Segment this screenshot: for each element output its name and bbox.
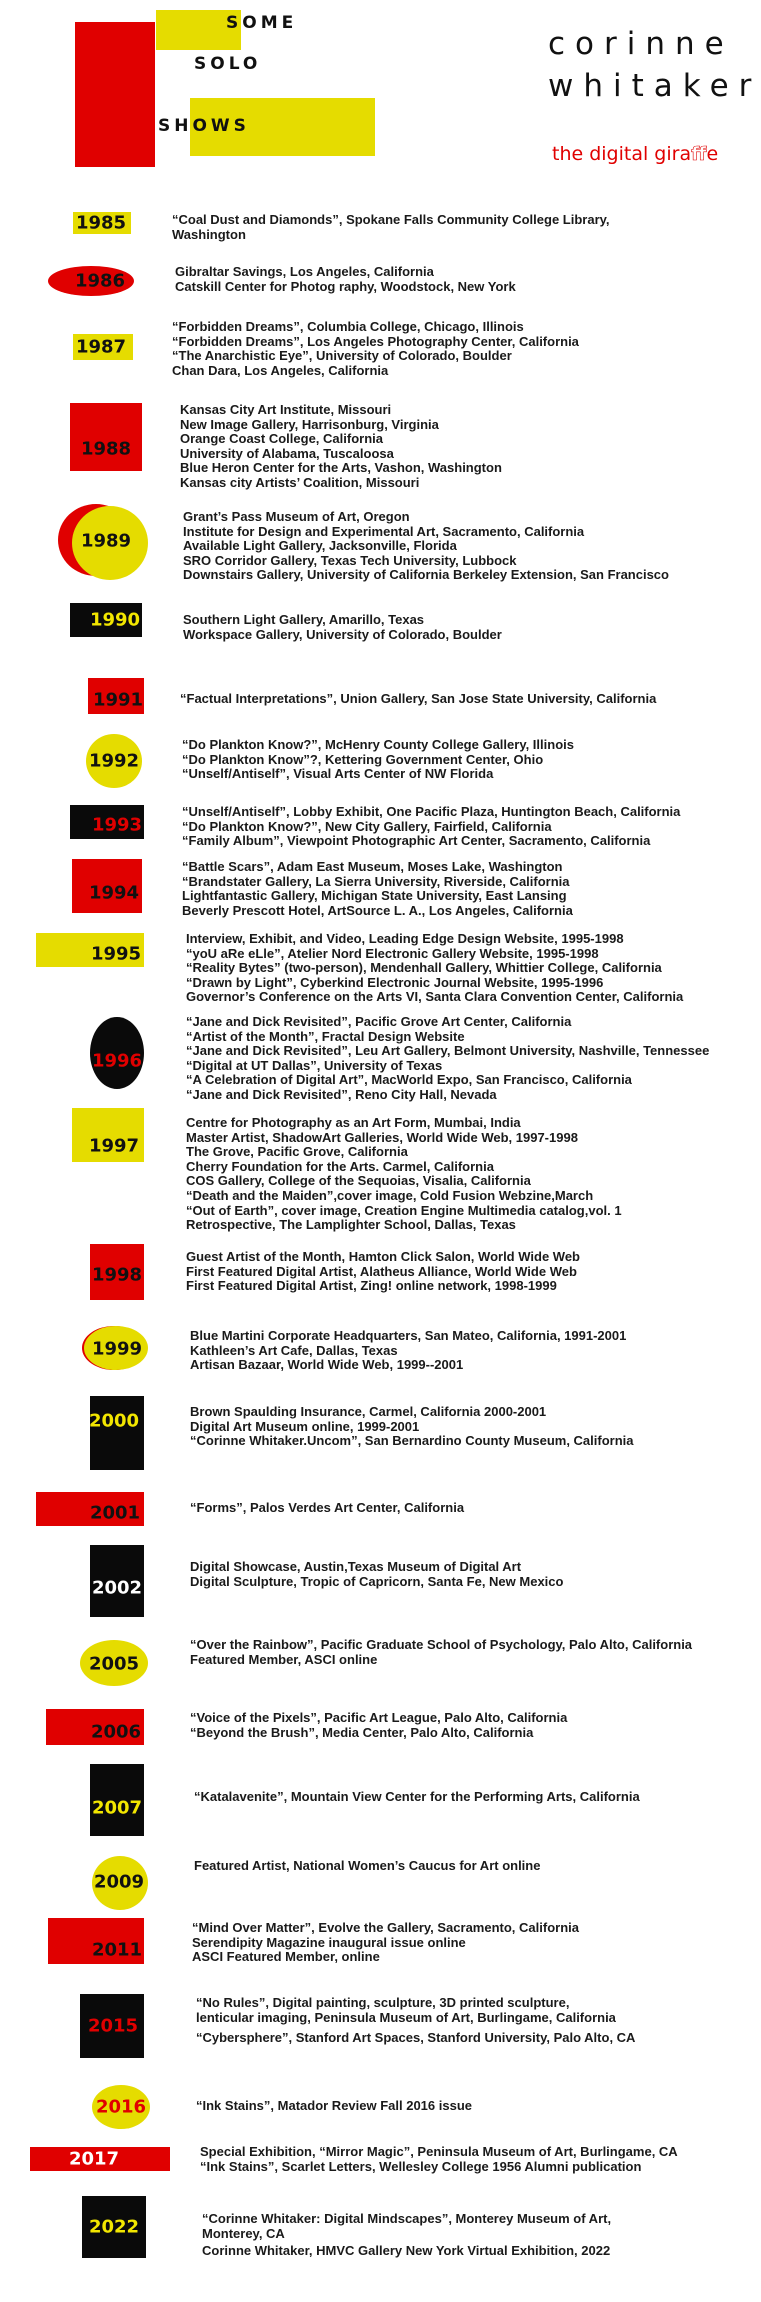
header-solo-text: SOLO xyxy=(194,54,262,74)
exhibit-item: “Forbidden Dreams”, Columbia College, Chicago, Illinois xyxy=(172,319,524,334)
exhibit-list-2005 xyxy=(190,1638,692,1667)
exhibit-item: ASCI Featured Member, online xyxy=(192,1949,380,1965)
year-label: 2000 xyxy=(88,1410,140,1432)
exhibit-item: “yoU aRe eLle”, Atelier Nord Electronic Gallery Website, 1995-1998 xyxy=(186,945,599,961)
year-label: 2015 xyxy=(87,2015,139,2037)
exhibit-list-2009 xyxy=(194,1859,540,1874)
exhibit-item: Blue Heron Center for the Arts, Vashon, Washington xyxy=(180,460,502,476)
exhibit-item: Featured Member, ASCI online xyxy=(190,1651,378,1667)
exhibit-item: “Over the Rainbow”, Pacific Graduate School of Psychology, Palo Alto, California xyxy=(190,1637,693,1652)
exhibit-item: “Coal Dust and Diamonds”, Spokane Falls Community College Library, xyxy=(172,212,610,227)
exhibit-item: SRO Corridor Gallery, Texas Tech University, Lubbock xyxy=(183,552,517,568)
exhibit-list-2006 xyxy=(190,1711,567,1740)
exhibit-item: Blue Martini Corporate Headquarters, San Mateo, California, 1991-2001 xyxy=(190,1328,627,1343)
exhibit-item: Workspace Gallery, University of Colorado, Boulder xyxy=(183,626,502,642)
exhibit-item: Centre for Photography as an Art Form, Mumbai, India xyxy=(186,1115,521,1130)
year-label: 1989 xyxy=(80,530,132,552)
exhibit-item: “Reality Bytes” (two-person), Mendenhall Gallery, Whittier College, California xyxy=(186,960,662,976)
exhibit-item: “Out of Earth”, cover image, Creation Engine Multimedia catalog,vol. 1 xyxy=(186,1202,622,1218)
year-label: 1996 xyxy=(91,1050,143,1072)
exhibit-item: Governor’s Conference on the Arts VI, Santa Clara Convention Center, California xyxy=(186,989,684,1005)
year-label: 1990 xyxy=(89,609,141,631)
year-badge-1988 xyxy=(70,403,142,471)
exhibit-item: “Death and the Maiden”,cover image, Cold Fusion Webzine,March xyxy=(186,1187,594,1203)
exhibit-item: First Featured Digital Artist, Zing! online network, 1998-1999 xyxy=(186,1278,557,1294)
exhibit-item: lenticular imaging, Peninsula Museum of Art, Burlingame, California xyxy=(196,2009,616,2025)
exhibit-item: “Forms”, Palos Verdes Art Center, California xyxy=(190,1500,465,1515)
year-label: 1997 xyxy=(88,1135,140,1157)
exhibit-item: Lightfantastic Gallery, Michigan State University, East Lansing xyxy=(182,888,567,904)
exhibit-list-1989 xyxy=(183,510,669,583)
exhibit-list-1999 xyxy=(190,1329,626,1373)
exhibit-item: Guest Artist of the Month, Hamton Click Salon, World Wide Web xyxy=(186,1249,580,1264)
exhibit-item: “Ink Stains”, Matador Review Fall 2016 issue xyxy=(196,2098,472,2113)
exhibit-list-1986 xyxy=(175,265,516,294)
year-label: 1985 xyxy=(75,212,127,234)
exhibit-list-2011 xyxy=(192,1921,579,1965)
exhibit-list-1994 xyxy=(182,860,573,918)
exhibit-item: Digital Showcase, Austin,Texas Museum of Digital Art xyxy=(190,1559,522,1574)
exhibit-list-2022 xyxy=(202,2212,611,2259)
exhibit-item: “Forbidden Dreams”, Los Angeles Photography Center, California xyxy=(172,333,579,349)
exhibit-list-2000 xyxy=(190,1405,634,1449)
year-label: 2017 xyxy=(68,2148,120,2170)
exhibit-item: “The Anarchistic Eye”, University of Colorado, Boulder xyxy=(172,348,512,364)
header-shows-text: SHOWS xyxy=(158,116,250,136)
exhibit-item: “Digital at UT Dallas”, University of Texas xyxy=(186,1057,443,1073)
exhibit-list-2016 xyxy=(196,2099,472,2114)
exhibit-item: Special Exhibition, “Mirror Magic”, Peninsula Museum of Art, Burlingame, CA xyxy=(200,2144,678,2159)
exhibit-item: Master Artist, ShadowArt Galleries, World Wide Web, 1997-1998 xyxy=(186,1129,578,1145)
exhibit-item: “Corinne Whitaker.Uncom”, San Bernardino County Museum, California xyxy=(190,1433,634,1449)
year-label: 2001 xyxy=(89,1502,141,1524)
exhibit-item: Corinne Whitaker, HMVC Gallery New York Virtual Exhibition, 2022 xyxy=(202,2243,611,2259)
artist-name-first: corinne xyxy=(548,26,734,62)
year-label: 1992 xyxy=(88,750,140,772)
exhibit-item: “Cybersphere”, Stanford Art Spaces, Stanford University, Palo Alto, CA xyxy=(196,2030,636,2046)
exhibit-list-1988 xyxy=(180,403,502,491)
exhibit-list-2015 xyxy=(196,1996,635,2046)
exhibit-item: Cherry Foundation for the Arts. Carmel, California xyxy=(186,1158,494,1174)
year-label: 1991 xyxy=(92,689,144,711)
exhibit-item: Brown Spaulding Insurance, Carmel, California 2000-2001 xyxy=(190,1404,547,1419)
year-label: 2022 xyxy=(88,2216,140,2238)
exhibit-item: COS Gallery, College of the Sequoias, Visalia, California xyxy=(186,1173,531,1189)
artist-name-last: whitaker xyxy=(548,68,761,104)
year-label: 1998 xyxy=(91,1264,143,1286)
exhibit-item: “Mind Over Matter”, Evolve the Gallery, Sacramento, California xyxy=(192,1920,579,1935)
exhibit-item: Retrospective, The Lamplighter School, Dallas, Texas xyxy=(186,1217,516,1233)
exhibit-list-1995 xyxy=(186,932,683,1005)
exhibit-item: “Drawn by Light”, Cyberkind Electronic Journal Website, 1995-1996 xyxy=(186,974,604,990)
exhibit-item: Digital Art Museum online, 1999-2001 xyxy=(190,1418,420,1434)
exhibit-item: University of Alabama, Tuscaloosa xyxy=(180,445,394,461)
exhibit-item: Artisan Bazaar, World Wide Web, 1999--2001 xyxy=(190,1357,464,1373)
tagline-part-3: e xyxy=(706,143,719,165)
year-label: 2011 xyxy=(91,1939,143,1961)
exhibit-item: “Do Plankton Know?”, New City Gallery, Fairfield, California xyxy=(182,818,552,834)
exhibit-item: Southern Light Gallery, Amarillo, Texas xyxy=(183,612,425,627)
tagline-part-1: the digital gira xyxy=(552,143,692,165)
exhibit-item: “Factual Interpretations”, Union Gallery, San Jose State University, California xyxy=(180,691,657,706)
year-label: 2016 xyxy=(95,2096,147,2118)
exhibit-item: Institute for Design and Experimental Art, Sacramento, California xyxy=(183,523,585,539)
exhibit-item: New Image Gallery, Harrisonburg, Virginia xyxy=(180,416,439,432)
exhibit-item: “Do Plankton Know?”, McHenry County College Gallery, Illinois xyxy=(182,737,574,752)
exhibit-item: Kathleen’s Art Cafe, Dallas, Texas xyxy=(190,1342,398,1358)
header-some-text: SOME xyxy=(226,13,298,33)
exhibit-item: “Unself/Antiself”, Lobby Exhibit, One Pacific Plaza, Huntington Beach, California xyxy=(182,804,681,819)
year-label: 2009 xyxy=(93,1871,145,1893)
exhibit-item: “A Celebration of Digital Art”, MacWorld Expo, San Francisco, California xyxy=(186,1072,632,1088)
exhibit-item: The Grove, Pacific Grove, California xyxy=(186,1144,408,1160)
year-label: 2002 xyxy=(91,1577,143,1599)
exhibit-item: Serendipity Magazine inaugural issue online xyxy=(192,1934,466,1950)
exhibit-item: Beverly Prescott Hotel, ArtSource L. A., Los Angeles, California xyxy=(182,902,573,918)
exhibit-item: Chan Dara, Los Angeles, California xyxy=(172,362,389,378)
exhibit-item: “Do Plankton Know”?, Kettering Government Center, Ohio xyxy=(182,751,544,767)
exhibit-list-1985 xyxy=(172,213,610,242)
year-label: 1986 xyxy=(74,270,126,292)
exhibit-item: Kansas city Artists’ Coalition, Missouri xyxy=(180,474,420,490)
exhibit-list-1998 xyxy=(186,1250,580,1294)
exhibit-list-2001 xyxy=(190,1501,464,1516)
exhibit-list-1997 xyxy=(186,1116,622,1233)
year-label: 1995 xyxy=(90,943,142,965)
year-label: 1987 xyxy=(75,336,127,358)
exhibit-item: “Corinne Whitaker: Digital Mindscapes”, Monterey Museum of Art, xyxy=(202,2211,612,2226)
exhibit-item: Gibraltar Savings, Los Angeles, California xyxy=(175,264,434,279)
exhibit-item: Interview, Exhibit, and Video, Leading Edge Design Website, 1995-1998 xyxy=(186,931,624,946)
exhibit-item: Catskill Center for Photog raphy, Woodstock, New York xyxy=(175,278,516,294)
exhibit-item: “Ink Stains”, Scarlet Letters, Wellesley College 1956 Alumni publication xyxy=(200,2158,642,2174)
exhibit-list-2002 xyxy=(190,1560,563,1589)
exhibit-list-1987 xyxy=(172,320,579,378)
exhibit-item: Featured Artist, National Women’s Caucus for Art online xyxy=(194,1858,541,1873)
year-label: 1993 xyxy=(91,814,143,836)
exhibit-item: Orange Coast College, California xyxy=(180,431,383,447)
exhibit-item: “No Rules”, Digital painting, sculpture, 3D printed sculpture, xyxy=(196,1995,570,2010)
exhibit-list-1996 xyxy=(186,1015,709,1103)
exhibit-list-2017 xyxy=(200,2145,678,2174)
exhibit-item: “Unself/Antiself”, Visual Arts Center of NW Florida xyxy=(182,766,494,782)
exhibit-item: Monterey, CA xyxy=(202,2225,285,2241)
exhibit-item: Digital Sculpture, Tropic of Capricorn, Santa Fe, New Mexico xyxy=(190,1573,564,1589)
header-red-block xyxy=(75,22,155,167)
exhibit-item: “Artist of the Month”, Fractal Design Website xyxy=(186,1028,465,1044)
exhibit-item: Available Light Gallery, Jacksonville, Florida xyxy=(183,538,457,554)
tagline xyxy=(552,143,718,165)
exhibit-item: “Family Album”, Viewpoint Photographic Art Center, Sacramento, California xyxy=(182,833,651,849)
year-label: 2005 xyxy=(88,1653,140,1675)
exhibit-item: First Featured Digital Artist, Alatheus Alliance, World Wide Web xyxy=(186,1263,577,1279)
exhibit-item: Downstairs Gallery, University of California Berkeley Extension, San Francisco xyxy=(183,567,669,583)
year-label: 1994 xyxy=(88,882,140,904)
exhibit-item: Grant’s Pass Museum of Art, Oregon xyxy=(183,509,410,524)
exhibit-list-1992 xyxy=(182,738,574,782)
exhibit-item: “Voice of the Pixels”, Pacific Art League, Palo Alto, California xyxy=(190,1710,568,1725)
exhibit-item: “Beyond the Brush”, Media Center, Palo Alto, California xyxy=(190,1724,534,1740)
exhibit-item: “Jane and Dick Revisited”, Pacific Grove Art Center, California xyxy=(186,1014,572,1029)
exhibit-list-1993 xyxy=(182,805,680,849)
exhibit-list-2007 xyxy=(194,1790,640,1805)
tagline-ff-part: ff xyxy=(691,143,707,165)
exhibit-item: “Brandstater Gallery, La Sierra University, Riverside, California xyxy=(182,873,570,889)
exhibit-item: “Jane and Dick Revisited”, Reno City Hall, Nevada xyxy=(186,1086,497,1102)
exhibit-item: Washington xyxy=(172,226,246,242)
exhibit-item: Kansas City Art Institute, Missouri xyxy=(180,402,392,417)
year-label: 2006 xyxy=(90,1721,142,1743)
exhibit-item: “Katalavenite”, Mountain View Center for the Performing Arts, California xyxy=(194,1789,640,1804)
year-label: 2007 xyxy=(91,1797,143,1819)
exhibit-item: “Jane and Dick Revisited”, Leu Art Gallery, Belmont University, Nashville, Tennessee xyxy=(186,1043,710,1059)
year-badge-2000 xyxy=(90,1396,144,1470)
exhibit-list-1990 xyxy=(183,613,502,642)
year-label: 1988 xyxy=(80,438,132,460)
exhibit-list-1991 xyxy=(180,692,656,707)
exhibit-item: “Battle Scars”, Adam East Museum, Moses Lake, Washington xyxy=(182,859,563,874)
year-label: 1999 xyxy=(91,1338,143,1360)
